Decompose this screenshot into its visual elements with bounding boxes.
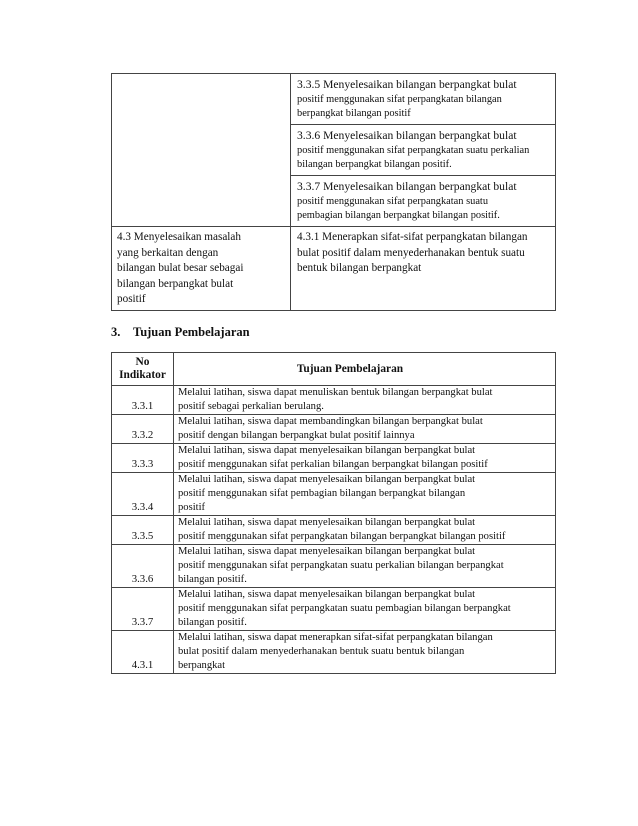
header-text: Indikator [119,369,166,381]
indicator-text [297,77,551,121]
tujuan-cell [174,386,556,415]
tujuan-table [111,352,556,674]
text-line: Melalui latihan, siswa dapat menuliskan bentuk bilangan berpangkat bulat [178,387,493,398]
section-heading [111,325,250,340]
text-line: Melalui latihan, siswa dapat menyelesaikan bilangan berpangkat bulat [178,546,476,557]
text-line: positif menggunakan sifat perpangkatan suatu pembagian bilangan berpangkat [178,603,511,614]
indicator-cell [291,227,556,311]
indicator-cell [291,176,556,227]
indicator-cell [291,74,556,125]
header-text: No [135,356,150,368]
indicator-number: 3.3.7 [112,588,174,631]
kd-cell [112,227,291,311]
tujuan-cell [174,415,556,444]
text-line: bilangan positif. [178,574,247,585]
text-line: positif menggunakan sifat pembagian bilangan berpangkat bilangan [178,488,466,499]
text-line: positif menggunakan sifat perpangkatan suatu perkalian bilangan berpangkat [178,560,504,571]
table-row [112,545,556,588]
indicator-text [297,230,551,277]
tujuan-cell [174,444,556,473]
text-line: bulat positif dalam menyederhanakan bentuk suatu bentuk bilangan [178,646,465,657]
text-line: 3.3.7 Menyelesaikan bilangan berpangkat bulat [297,180,517,193]
header-tujuan: Tujuan Pembelajaran [174,353,556,386]
text-line: positif [117,293,146,305]
table-row [112,516,556,545]
text-line: Melalui latihan, siswa dapat menerapkan sifat-sifat perpangkatan bilangan [178,632,493,643]
indicator-number: 3.3.3 [112,444,174,473]
indicator-number: 3.3.5 [112,516,174,545]
text-line: pembagian bilangan berpangkat bilangan positif. [297,210,500,221]
indicator-number: 3.3.2 [112,415,174,444]
text-line: bulat positif dalam menyederhanakan bentuk suatu [297,246,525,259]
table-row [112,473,556,516]
text-line: 3.3.6 Menyelesaikan bilangan berpangkat bulat [297,129,517,142]
table-row [112,444,556,473]
indicator-cell [291,125,556,176]
indicator-number: 4.3.1 [112,631,174,674]
indicator-number: 3.3.6 [112,545,174,588]
tujuan-cell [174,473,556,516]
indicator-number: 3.3.4 [112,473,174,516]
header-no-indikator [112,353,174,386]
text-line: positif sebagai perkalian berulang. [178,401,324,412]
table-row [112,415,556,444]
text-line: positif menggunakan sifat perpangkatan suatu perkalian [297,145,530,156]
table-row [112,227,556,311]
section-number: 3. [111,325,121,339]
text-line: bilangan bulat besar sebagai [117,262,244,274]
text-line: positif menggunakan sifat perpangkatan bilangan berpangkat bilangan positif [178,531,506,542]
indicator-text [297,128,551,172]
text-line: positif menggunakan sifat perpangkatan bilangan [297,94,502,105]
kd-text [117,230,285,308]
text-line: 4.3 Menyelesaikan masalah [117,231,241,243]
indicator-table [111,73,556,311]
text-line: bilangan berpangkat bilangan positif. [297,159,452,170]
indicator-text [297,179,551,223]
table-row [112,631,556,674]
text-line: bilangan berpangkat bulat [117,277,234,290]
table-row [112,386,556,415]
tujuan-cell [174,631,556,674]
text-line: Melalui latihan, siswa dapat menyelesaikan bilangan berpangkat bulat [178,445,476,456]
text-line: positif menggunakan sifat perkalian bilangan berpangkat bilangan positif [178,459,488,470]
tujuan-cell [174,588,556,631]
text-line: Melalui latihan, siswa dapat menyelesaikan bilangan berpangkat bulat [178,589,476,600]
text-line: bentuk bilangan berpangkat [297,262,422,274]
tujuan-cell [174,516,556,545]
kd-cell-empty [112,74,291,227]
text-line: yang berkaitan dengan [117,246,219,259]
table-header-row [112,353,556,386]
text-line: bilangan positif. [178,617,247,628]
table-row [112,74,556,125]
indicator-number: 3.3.1 [112,386,174,415]
text-line: 3.3.5 Menyelesaikan bilangan berpangkat bulat [297,78,517,91]
text-line: Melalui latihan, siswa dapat menyelesaikan bilangan berpangkat bulat [178,517,476,528]
text-line: positif [178,502,206,513]
tujuan-cell [174,545,556,588]
text-line: positif menggunakan sifat perpangkatan suatu [297,196,489,207]
table-row [112,588,556,631]
text-line: positif dengan bilangan berpangkat bulat positif lainnya [178,430,415,441]
text-line: 4.3.1 Menerapkan sifat-sifat perpangkatan bilangan [297,231,528,243]
text-line: Melalui latihan, siswa dapat menyelesaikan bilangan berpangkat bulat [178,474,476,485]
section-title: Tujuan Pembelajaran [133,325,250,339]
text-line: Melalui latihan, siswa dapat membandingkan bilangan berpangkat bulat [178,416,483,427]
text-line: berpangkat [178,660,226,671]
text-line: berpangkat bilangan positif [297,108,411,119]
